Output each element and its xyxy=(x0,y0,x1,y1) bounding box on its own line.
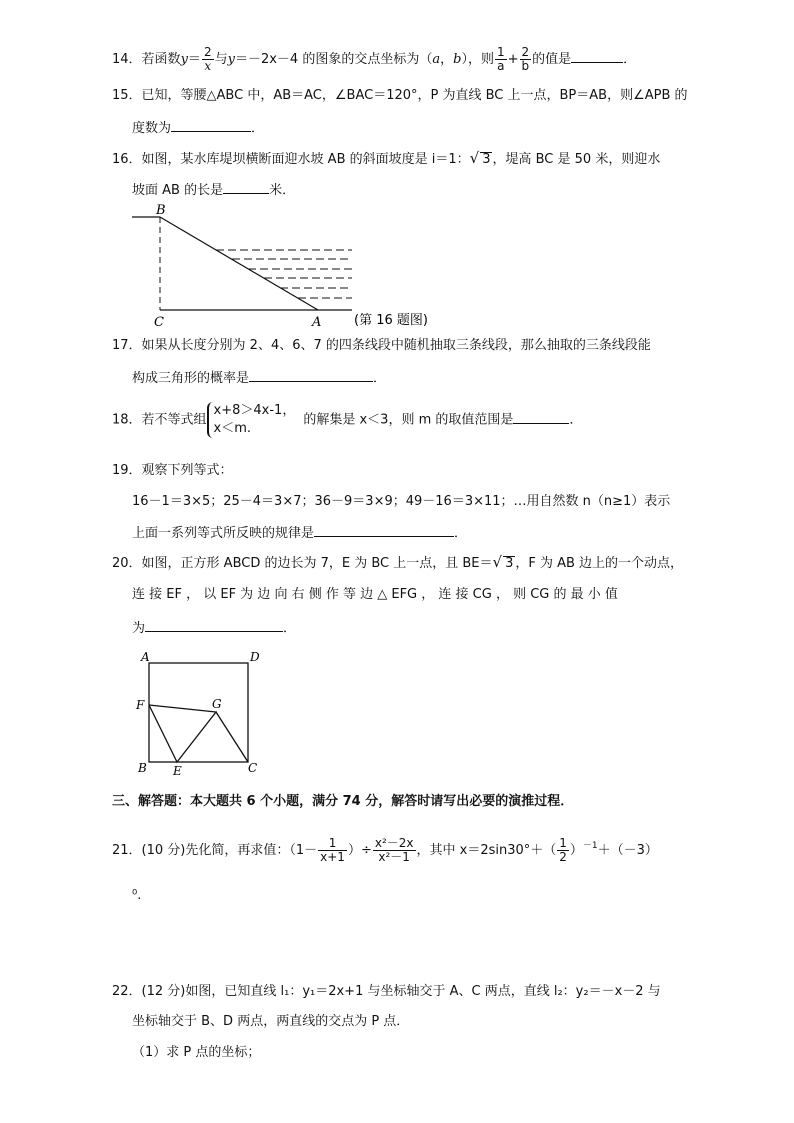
label-e: E xyxy=(173,764,182,778)
question-14: 14．若函数y＝ $\frac{2}{x}$ 与y＝－2x－4 的图象的交点坐标为（a，b），则 $\frac{1}{a}$ + $\frac{2}{b}$ 的值是 ． xyxy=(112,45,637,73)
segment-cg xyxy=(216,712,248,762)
fraction: $\frac{2}{x}$ xyxy=(203,45,212,73)
label-a: A xyxy=(141,650,150,664)
question-20-line-2: 连 接 EF ， 以 EF 为 边 向 右 侧 作 等 边 △ EFG ， 连 接 CG ， 则 CG 的 最 小 值 xyxy=(132,587,618,602)
question-15-line-1: 15．已知，等腰△ABC 中，AB＝AC，∠BAC＝120°，P 为直线 BC 上一点，BP＝AB，则∠APB 的 xyxy=(112,88,688,103)
question-17-line-1: 17．如果从长度分别为 2、4、6、7 的四条线段中随机抽取三条线段，那么抽取的三条线段能 xyxy=(112,338,651,353)
question-20-line-1: 20．如图，正方形 ABCD 的边长为 7，E 为 BC 上一点，且 BE＝√ 3 ，F 为 AB 边上的一个动点， xyxy=(112,553,684,571)
question-19-line-2: 16－1＝3×5；25－4＝3×7；36－9＝3×9；49－16＝3×11；…用自然数 n（n≥1）表示 xyxy=(132,494,671,509)
label-c: C xyxy=(248,761,258,775)
label-b: B xyxy=(138,761,147,775)
answer-blank[interactable] xyxy=(513,409,569,424)
label-a: A xyxy=(312,315,322,330)
section-3-heading: 三、解答题：本大题共 6 个小题，满分 74 分，解答时请写出必要的演推过程． xyxy=(112,794,574,809)
question-19-line-1: 19．观察下列等式： xyxy=(112,463,233,478)
answer-blank[interactable] xyxy=(171,117,251,132)
question-18: 18．若不等式组 x+8＞4x-1， x＜m. 的解集是 x＜3，则 m 的取值范围是 ． xyxy=(112,403,583,436)
label-c: C xyxy=(154,315,164,330)
question-15-line-2: 度数为 ． xyxy=(132,117,264,139)
question-19-line-3: 上面一系列等式所反映的规律是 ． xyxy=(132,522,467,544)
label-g: G xyxy=(212,697,222,711)
answer-blank[interactable] xyxy=(314,522,454,537)
fraction: $\frac{2}{b}$ xyxy=(521,45,530,73)
question-17-line-2: 构成三角形的概率是 ． xyxy=(132,367,386,389)
answer-blank[interactable] xyxy=(223,179,269,194)
question-22-line-1: 22．(12 分)如图，已知直线 l₁：y₁＝2x+1 与坐标轴交于 A、C 两点，直线 l₂：y₂＝－x－2 与 xyxy=(112,984,661,999)
figure-16-dam-cross-section xyxy=(128,200,448,332)
fraction: $\frac{1}{x+1}$ xyxy=(320,836,345,864)
question-20-line-3: 为 ． xyxy=(132,617,296,639)
fraction: $\frac{1}{a}$ xyxy=(496,45,505,73)
question-16-line-2: 坡面 AB 的长是 米． xyxy=(132,179,295,201)
label-d: D xyxy=(250,650,260,664)
question-21-line-2: ⁰. xyxy=(132,888,142,903)
answer-blank[interactable] xyxy=(571,48,623,63)
triangle-efg xyxy=(149,705,216,762)
label-f: F xyxy=(136,698,145,712)
fraction: $\frac{1}{2}$ xyxy=(559,836,567,864)
question-22-line-2: 坐标轴交于 B、D 两点，两直线的交点为 P 点． xyxy=(132,1014,410,1029)
inequality-system: x+8＞4x-1， x＜m. xyxy=(207,402,296,438)
question-21: 21．(10 分)先化简，再求值：（1－ $\frac{1}{x+1}$ ）÷ $\frac{\text{x²－2x}}{\text{x²－1}}$ ，其中 x＝2sin30°＋（ $\frac{1}{2}$ ）$^{-1}$＋（－3） xyxy=(112,836,658,864)
answer-blank[interactable] xyxy=(249,367,373,382)
answer-blank[interactable] xyxy=(145,617,283,632)
water-lines xyxy=(216,250,352,298)
figure-16-caption: (第 16 题图) xyxy=(354,313,428,328)
slope-ab xyxy=(160,217,318,310)
fraction: $\frac{\text{x²－2x}}{\text{x²－1}}$ xyxy=(374,836,414,864)
label-b: B xyxy=(156,203,166,218)
figure-20-square xyxy=(132,646,272,780)
square-abcd xyxy=(149,663,248,762)
question-22-part-1: （1）求 P 点的坐标； xyxy=(132,1045,261,1060)
question-16-line-1: 16．如图，某水库堤坝横断面迎水坡 AB 的斜面坡度是 i＝1：√ 3 ，堤高 BC 是 50 米，则迎水 xyxy=(112,149,661,167)
